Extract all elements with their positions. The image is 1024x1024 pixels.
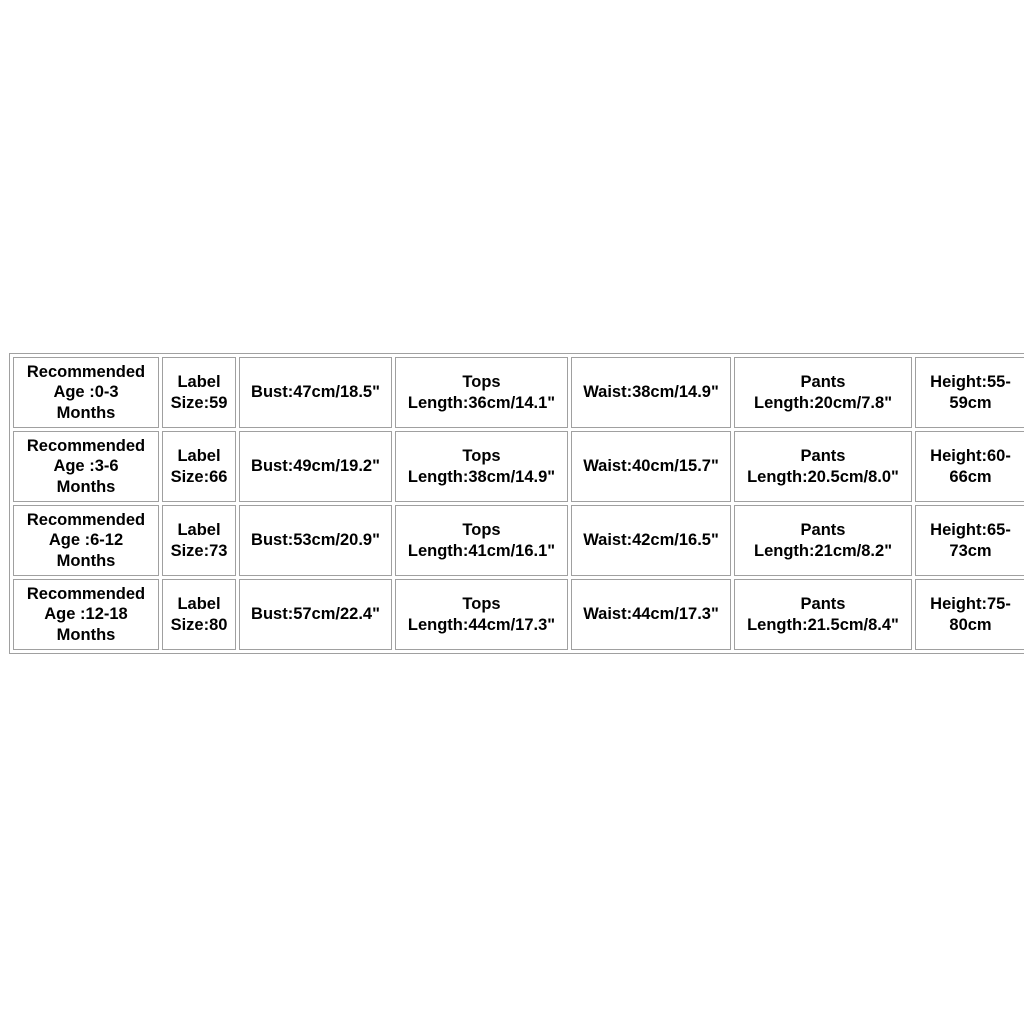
height-cell bbox=[915, 579, 1024, 650]
pants-length-cell bbox=[734, 431, 912, 502]
tops-length-cell bbox=[395, 357, 568, 428]
waist-cell-line: Waist:44cm/17.3" bbox=[583, 605, 719, 624]
recommended-age-cell-line: Months bbox=[56, 551, 116, 570]
waist-cell bbox=[571, 579, 731, 650]
tops-length-cell-line: Tops bbox=[462, 447, 501, 465]
recommended-age-cell-line: Age :3-6 bbox=[53, 457, 119, 476]
pants-length-cell bbox=[734, 357, 912, 428]
label-size-cell bbox=[162, 431, 236, 502]
height-cell bbox=[915, 357, 1024, 428]
pants-length-cell-line: Length:20.5cm/8.0" bbox=[747, 467, 899, 486]
recommended-age-cell bbox=[13, 579, 159, 650]
recommended-age-cell-line: Recommended bbox=[26, 436, 146, 455]
tops-length-cell-line: Length:38cm/14.9" bbox=[407, 467, 556, 486]
tops-length-cell bbox=[395, 579, 568, 650]
pants-length-cell-line: Pants bbox=[800, 521, 846, 539]
pants-length-cell-line: Length:20cm/7.8" bbox=[753, 393, 893, 412]
tops-length-cell-line: Length:44cm/17.3" bbox=[407, 615, 556, 634]
label-size-cell bbox=[162, 357, 236, 428]
height-cell-line: Height:60- bbox=[930, 447, 1011, 465]
label-size-cell-line: Label bbox=[177, 595, 221, 613]
height-cell-line: 80cm bbox=[949, 615, 992, 634]
tops-length-cell-line: Tops bbox=[462, 521, 501, 539]
pants-length-cell bbox=[734, 579, 912, 650]
bust-cell-line: Bust:49cm/19.2" bbox=[251, 457, 380, 476]
height-cell-line: Height:75- bbox=[930, 595, 1011, 613]
waist-cell bbox=[571, 357, 731, 428]
label-size-cell-line: Label bbox=[177, 521, 221, 539]
recommended-age-cell-line: Months bbox=[56, 477, 116, 496]
recommended-age-cell-line: Months bbox=[56, 625, 116, 644]
pants-length-cell-line: Pants bbox=[800, 447, 846, 465]
recommended-age-cell bbox=[13, 505, 159, 576]
bust-cell bbox=[239, 579, 392, 650]
bust-cell bbox=[239, 431, 392, 502]
label-size-cell-line: Size:59 bbox=[170, 393, 228, 412]
recommended-age-cell bbox=[13, 357, 159, 428]
label-size-cell-line: Size:80 bbox=[170, 615, 228, 634]
label-size-cell-line: Label bbox=[177, 373, 221, 391]
tops-length-cell bbox=[395, 431, 568, 502]
tops-length-cell-line: Length:41cm/16.1" bbox=[407, 541, 556, 560]
tops-length-cell-line: Tops bbox=[462, 595, 501, 613]
waist-cell bbox=[571, 431, 731, 502]
tops-length-cell-line: Tops bbox=[462, 373, 501, 391]
label-size-cell-line: Size:66 bbox=[170, 467, 228, 486]
bust-cell-line: Bust:47cm/18.5" bbox=[251, 383, 380, 402]
waist-cell bbox=[571, 505, 731, 576]
table-row bbox=[13, 579, 1024, 650]
label-size-cell bbox=[162, 579, 236, 650]
table-row bbox=[13, 505, 1024, 576]
label-size-cell-line: Size:73 bbox=[170, 541, 228, 560]
waist-cell-line: Waist:40cm/15.7" bbox=[583, 457, 719, 476]
size-chart-body bbox=[13, 357, 1024, 650]
waist-cell-line: Waist:38cm/14.9" bbox=[583, 383, 719, 402]
recommended-age-cell-line: Recommended bbox=[26, 584, 146, 603]
recommended-age-cell-line: Age :6-12 bbox=[48, 531, 124, 550]
waist-cell-line: Waist:42cm/16.5" bbox=[583, 531, 719, 550]
bust-cell bbox=[239, 357, 392, 428]
label-size-cell-line: Label bbox=[177, 447, 221, 465]
height-cell-line: Height:55- bbox=[930, 373, 1011, 391]
table-row bbox=[13, 357, 1024, 428]
table-row bbox=[13, 431, 1024, 502]
height-cell bbox=[915, 505, 1024, 576]
label-size-cell bbox=[162, 505, 236, 576]
bust-cell bbox=[239, 505, 392, 576]
recommended-age-cell-line: Recommended bbox=[26, 362, 146, 381]
tops-length-cell-line: Length:36cm/14.1" bbox=[407, 393, 556, 412]
recommended-age-cell-line: Age :0-3 bbox=[53, 383, 119, 402]
size-chart-table bbox=[9, 353, 1024, 654]
recommended-age-cell bbox=[13, 431, 159, 502]
height-cell-line: 73cm bbox=[949, 541, 992, 560]
recommended-age-cell-line: Age :12-18 bbox=[44, 605, 128, 624]
height-cell-line: Height:65- bbox=[930, 521, 1011, 539]
bust-cell-line: Bust:53cm/20.9" bbox=[251, 531, 380, 550]
height-cell-line: 66cm bbox=[949, 467, 992, 486]
tops-length-cell bbox=[395, 505, 568, 576]
height-cell-line: 59cm bbox=[949, 393, 992, 412]
pants-length-cell-line: Length:21cm/8.2" bbox=[753, 541, 893, 560]
recommended-age-cell-line: Recommended bbox=[26, 510, 146, 529]
pants-length-cell-line: Pants bbox=[800, 373, 846, 391]
pants-length-cell-line: Pants bbox=[800, 595, 846, 613]
pants-length-cell bbox=[734, 505, 912, 576]
bust-cell-line: Bust:57cm/22.4" bbox=[251, 605, 380, 624]
recommended-age-cell-line: Months bbox=[56, 403, 116, 422]
height-cell bbox=[915, 431, 1024, 502]
pants-length-cell-line: Length:21.5cm/8.4" bbox=[747, 615, 899, 634]
